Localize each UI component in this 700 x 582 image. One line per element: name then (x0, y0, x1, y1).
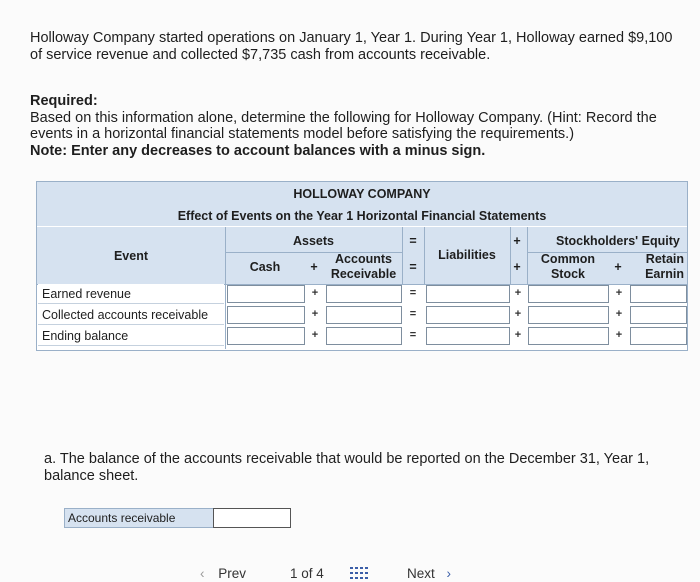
equals-op: = (409, 308, 417, 320)
col-divider-4 (510, 227, 511, 284)
pagination (200, 566, 500, 580)
common-stock-input-ending[interactable] (528, 327, 609, 345)
plus-op: + (311, 287, 319, 299)
note-text: Note: Enter any decreases to account balances with a minus sign. (30, 142, 486, 159)
required-heading: Required: (30, 93, 98, 109)
common-stock-header (527, 252, 609, 282)
equals-sign-header-2: = (409, 260, 417, 274)
retained-line-2: Earnin (645, 267, 684, 281)
common-stock-line-1: Common (540, 252, 596, 266)
plus-op: + (311, 308, 319, 320)
required-section (30, 93, 680, 159)
ar-header-line-1: Accounts (335, 252, 392, 266)
table-subtitle: Effect of Events on the Year 1 Horizontal Financial Statements (177, 209, 547, 223)
plus-op: + (514, 308, 522, 320)
col-divider-5 (527, 227, 528, 284)
liabilities-input-row2[interactable] (426, 306, 510, 324)
cash-input-row2[interactable] (227, 306, 305, 324)
accounts-receivable-input[interactable] (213, 508, 291, 528)
equals-op: = (409, 287, 417, 299)
col-divider-3 (424, 227, 425, 284)
liabilities-header: Liabilities (438, 248, 496, 262)
ar-input-row1[interactable] (326, 285, 402, 303)
next-button[interactable] (407, 566, 451, 581)
plus-sign-header-2: + (513, 234, 521, 248)
ar-header-line-2: Receivable (330, 267, 397, 281)
cash-header: Cash (249, 260, 281, 274)
equals-op: = (409, 329, 417, 341)
retained-line-1: Retain (645, 252, 684, 266)
page-indicator: 1 of 4 (290, 566, 324, 581)
prev-label: Prev (218, 566, 247, 581)
question-a: a. The balance of the accounts receivable that would be reported on the December 31, Year 1, balance sheet. (44, 451, 650, 484)
liabilities-input-ending[interactable] (426, 327, 510, 345)
common-stock-line-2: Stock (550, 267, 586, 281)
retained-earnings-header (644, 252, 684, 282)
next-label: Next (407, 566, 435, 581)
retained-earnings-input-row1[interactable] (630, 285, 687, 303)
prev-button[interactable] (200, 566, 246, 581)
col-divider-2 (402, 227, 403, 284)
plus-sign-header-1: + (310, 260, 318, 274)
ar-input-ending[interactable] (326, 327, 402, 345)
retained-earnings-input-row2[interactable] (630, 306, 687, 324)
company-name: HOLLOWAY COMPANY (293, 187, 431, 201)
retained-earnings-input-ending[interactable] (630, 327, 687, 345)
stockholders-equity-header: Stockholders' Equity (556, 234, 680, 248)
equals-sign-header-1: = (409, 234, 417, 248)
plus-sign-header-3: + (513, 260, 521, 274)
problem-intro: Holloway Company started operations on January 1, Year 1. During Year 1, Holloway earned $9,100 of service revenue and collected $7,735 cash from accounts receivable. (30, 30, 673, 63)
chevron-right-icon: › (446, 566, 452, 581)
financial-statements-model (36, 181, 688, 351)
common-stock-input-row2[interactable] (528, 306, 609, 324)
plus-op: + (615, 287, 623, 299)
required-text: Based on this information alone, determine the following for Holloway Company. (Hint: Record the events in a horizontal financial statements model before satisfying the requirements.) (30, 109, 657, 142)
row-label-earned-revenue: Earned revenue (38, 284, 224, 304)
event-header: Event (113, 249, 149, 263)
col-divider-1 (225, 227, 226, 349)
cash-input-ending[interactable] (227, 327, 305, 345)
plus-op: + (311, 329, 319, 341)
assets-header: Assets (293, 234, 334, 248)
row-label-collected-ar: Collected accounts receivable (38, 305, 224, 325)
cash-input-row1[interactable] (227, 285, 305, 303)
accounts-receivable-header (325, 252, 402, 282)
common-stock-input-row1[interactable] (528, 285, 609, 303)
plus-op: + (514, 329, 522, 341)
ar-input-row2[interactable] (326, 306, 402, 324)
chevron-left-icon: ‹ (200, 566, 205, 581)
plus-op: + (615, 308, 623, 320)
accounts-receivable-label: Accounts receivable (64, 508, 214, 528)
liabilities-input-row1[interactable] (426, 285, 510, 303)
plus-sign-header-4: + (614, 260, 622, 274)
plus-op: + (615, 329, 623, 341)
plus-op: + (514, 287, 522, 299)
row-label-ending-balance: Ending balance (38, 326, 224, 346)
